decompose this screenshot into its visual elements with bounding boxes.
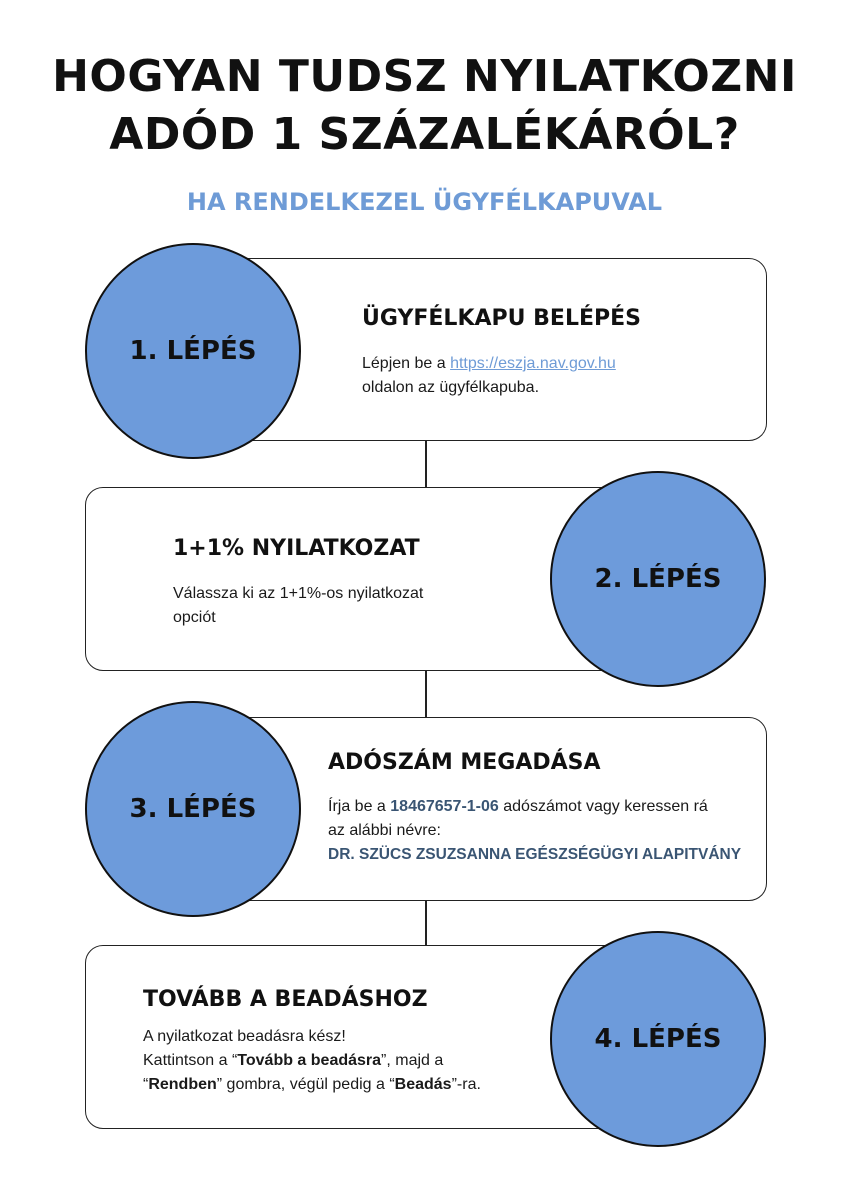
step-3-badge-label: 3. LÉPÉS xyxy=(129,794,257,824)
step-4-line-2-b: ”, majd a xyxy=(381,1052,444,1069)
step-1-badge-label: 1. LÉPÉS xyxy=(129,336,257,366)
step-3-text-line-2: az alábbi névre: xyxy=(328,822,441,839)
connector-2-3 xyxy=(425,670,427,718)
step-1-heading: ÜGYFÉLKAPU BELÉPÉS xyxy=(362,306,642,331)
step-4-line-3-c: ”-ra. xyxy=(451,1076,481,1093)
step-4-text-line-2 xyxy=(143,1049,563,1073)
page-subtitle: HA RENDELKEZEL ÜGYFÉLKAPUVAL xyxy=(186,188,663,216)
step-4-text-line-1: A nyilatkozat beadásra kész! xyxy=(143,1028,346,1045)
step-4-text-line-3 xyxy=(143,1073,563,1097)
step-1-text xyxy=(362,352,662,400)
step-2-badge-label: 2. LÉPÉS xyxy=(594,564,722,594)
step-1-text-prefix: Lépjen be a xyxy=(362,355,451,372)
page-title-line-2: ADÓD 1 SZÁZALÉKÁRÓL? xyxy=(109,109,740,160)
step-4-line-3-a: “ xyxy=(143,1076,149,1093)
foundation-name: DR. SZÜCS ZSUZSANNA EGÉSZSÉGÜGYI ALAPITVÁNY xyxy=(328,846,742,863)
step-3-text-middle: adószámot vagy keressen rá xyxy=(498,798,708,815)
eszja-link[interactable]: https://eszja.nav.gov.hu xyxy=(450,355,616,372)
step-4-badge-label: 4. LÉPÉS xyxy=(594,1024,722,1054)
connector-3-4 xyxy=(425,900,427,946)
step-2-badge xyxy=(550,471,766,687)
step-1-text-suffix: oldalon az ügyfélkapuba. xyxy=(362,379,540,396)
step-3-text xyxy=(328,795,758,867)
step-1-badge xyxy=(85,243,301,459)
page-title-line-1: HOGYAN TUDSZ NYILATKOZNI xyxy=(52,51,797,102)
step-3-heading: ADÓSZÁM MEGADÁSA xyxy=(328,750,601,775)
tax-number: 18467657-1-06 xyxy=(390,798,499,815)
step-2-text-line-1: Válassza ki az 1+1%-os nyilatkozat xyxy=(173,585,424,602)
step-2-heading: 1+1% NYILATKOZAT xyxy=(173,536,420,561)
step-4-heading: TOVÁBB A BEADÁSHOZ xyxy=(143,987,428,1012)
step-4-line-3-b: ” gombra, végül pedig a “ xyxy=(216,1076,395,1093)
step-4-line-2-a: Kattintson a “ xyxy=(143,1052,238,1069)
step-4-text xyxy=(143,1025,563,1097)
step-3-text-prefix: Írja be a xyxy=(328,798,391,815)
step-2-text-line-2: opciót xyxy=(173,609,216,626)
connector-1-2 xyxy=(425,440,427,488)
continue-to-submit-label: Tovább a beadásra xyxy=(237,1052,382,1069)
step-4-badge xyxy=(550,931,766,1147)
step-2-text xyxy=(173,582,493,630)
ok-button-label: Rendben xyxy=(148,1076,217,1093)
submit-label: Beadás xyxy=(394,1076,452,1093)
page-title xyxy=(0,48,849,164)
step-3-badge xyxy=(85,701,301,917)
